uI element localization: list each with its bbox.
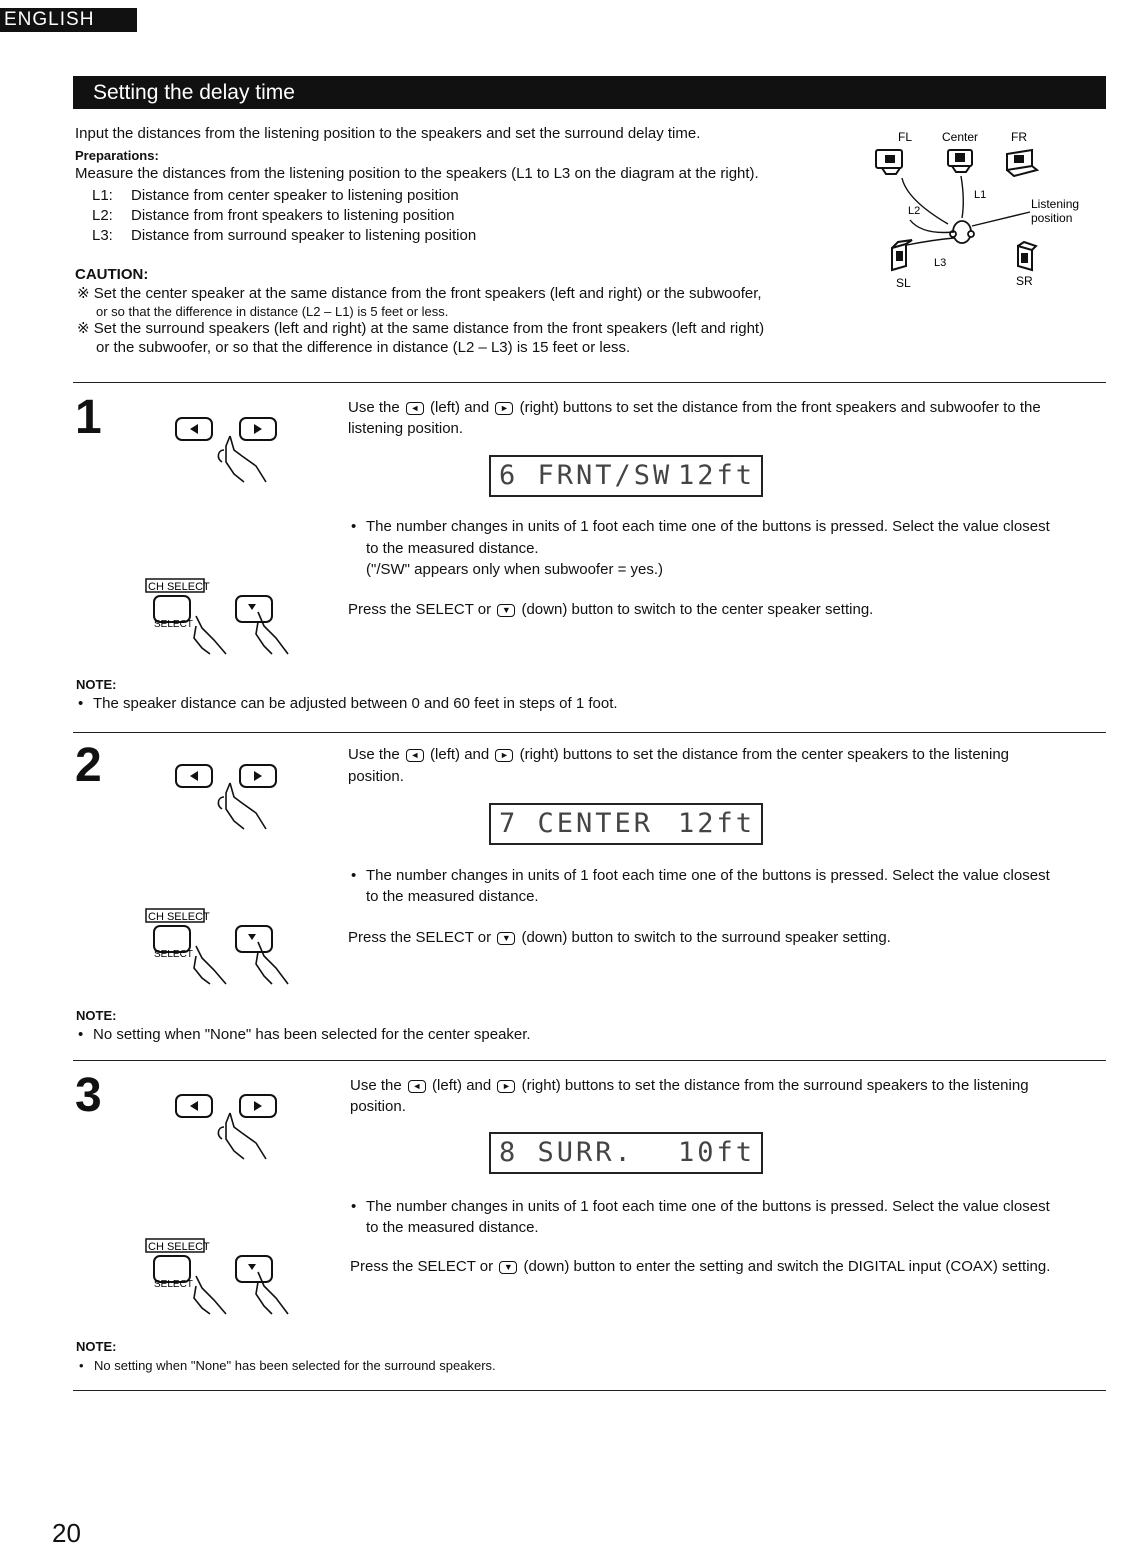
note-label: NOTE: xyxy=(76,677,117,692)
lcd-value: 12ft xyxy=(677,808,755,839)
language-tab: ENGLISH xyxy=(0,8,137,32)
pointing-hand-icon xyxy=(218,1113,266,1159)
step-instruction: Use the ◄ (left) and ► (right) buttons to set the distance from the front speakers and subwoofer to the xyxy=(348,399,1041,416)
down-key-icon: ▼ xyxy=(499,1261,517,1274)
fr-speaker-icon xyxy=(1007,150,1037,176)
item-text: Distance from center speaker to listening position xyxy=(131,187,459,204)
intro-line: Input the distances from the listening position to the speakers and set the surround delay time. xyxy=(75,125,701,142)
divider xyxy=(73,382,1106,383)
l1-label: L1 xyxy=(974,189,987,201)
item-text: Distance from surround speaker to listening position xyxy=(131,227,477,244)
down-button-icon xyxy=(236,596,272,622)
ch-select-label: CH SELECT xyxy=(148,1241,210,1253)
press-instruction: Press the SELECT or ▼ (down) button to switch to the surround speaker setting. xyxy=(348,929,891,946)
select-label: SELECT xyxy=(154,619,193,630)
divider xyxy=(73,1060,1106,1061)
caution-line: ※ Set the center speaker at the same distance from the front speakers (left and right) or the subwoofer, xyxy=(77,285,762,302)
caution-line: or so that the difference in distance (L2 – L1) is 5 feet or less. xyxy=(96,304,449,319)
lcd-display xyxy=(489,455,763,497)
press-instruction: Press the SELECT or ▼ (down) button to switch to the center speaker setting. xyxy=(348,601,874,618)
lcd-label: 6 FRNT/SW xyxy=(499,460,673,491)
step-number: 2 xyxy=(75,739,102,792)
caution-line: ※ Set the surround speakers (left and right) at the same distance from the front speakers (left and right) xyxy=(77,320,765,337)
sr-speaker-icon xyxy=(1018,242,1036,270)
divider xyxy=(73,1390,1106,1391)
divider xyxy=(73,732,1106,733)
note-label: NOTE: xyxy=(76,1339,117,1354)
left-key-icon: ◄ xyxy=(408,1080,426,1093)
item-key: L3: xyxy=(92,227,113,244)
fl-label: FL xyxy=(898,130,913,144)
item-key: L1: xyxy=(92,187,113,204)
position-label: position xyxy=(1031,211,1073,225)
bullet-text: • The number changes in units of 1 foot each time one of the buttons is pressed. Select the value closest xyxy=(366,1197,1050,1217)
ch-select-label: CH SELECT xyxy=(148,911,210,923)
right-key-icon: ► xyxy=(497,1080,515,1093)
l2-label: L2 xyxy=(908,205,921,217)
step-instruction-cont: listening position. xyxy=(348,420,464,437)
item-key: L2: xyxy=(92,207,113,224)
step-instruction-cont: position. xyxy=(348,768,404,785)
right-key-icon: ► xyxy=(495,749,513,762)
note-text: • No setting when "None" has been selected for the surround speakers. xyxy=(94,1357,496,1374)
left-right-buttons-illustration xyxy=(170,1087,285,1162)
sl-label: SL xyxy=(896,276,911,290)
lcd-value: 10ft xyxy=(677,1137,755,1168)
select-label: SELECT xyxy=(154,1279,193,1290)
fl-speaker-icon xyxy=(876,150,902,174)
measure-line: Measure the distances from the listening position to the speakers (L1 to L3 on the diagram at the right). xyxy=(75,165,759,182)
down-key-icon: ▼ xyxy=(497,604,515,617)
section-title: Setting the delay time xyxy=(73,76,1106,109)
left-key-icon: ◄ xyxy=(406,402,424,415)
pointing-hand-icon xyxy=(218,783,266,829)
lcd-value: 12ft xyxy=(677,460,755,491)
lcd-label: 8 SURR. xyxy=(499,1137,634,1168)
preparations-label: Preparations: xyxy=(75,148,159,163)
down-button-icon xyxy=(236,926,272,952)
page-number: 20 xyxy=(52,1518,81,1548)
sr-label: SR xyxy=(1016,274,1033,288)
center-speaker-icon xyxy=(948,150,972,172)
select-down-buttons-illustration xyxy=(140,906,320,988)
left-right-buttons-illustration xyxy=(170,757,285,832)
listening-label: Listening xyxy=(1031,197,1080,211)
select-down-buttons-illustration xyxy=(140,576,320,658)
note-text: • The speaker distance can be adjusted between 0 and 60 feet in steps of 1 foot. xyxy=(93,694,618,714)
caution-line: or the subwoofer, or so that the difference in distance (L2 – L3) is 15 feet or less. xyxy=(96,339,631,356)
select-label: SELECT xyxy=(154,949,193,960)
step-number: 3 xyxy=(75,1069,102,1122)
left-right-buttons-illustration xyxy=(170,410,285,485)
note-text: • No setting when "None" has been selected for the center speaker. xyxy=(93,1025,531,1045)
center-label: Center xyxy=(942,130,979,144)
step-number: 1 xyxy=(75,391,102,444)
fr-label: FR xyxy=(1011,130,1027,144)
select-down-buttons-illustration xyxy=(140,1236,320,1318)
caution-label: CAUTION: xyxy=(75,266,149,283)
l3-label: L3 xyxy=(934,257,947,269)
lcd-display xyxy=(489,1132,763,1174)
bullet-text-cont: to the measured distance. xyxy=(366,540,539,557)
right-key-icon: ► xyxy=(495,402,513,415)
speaker-layout-diagram xyxy=(862,120,1102,300)
bullet-text: • The number changes in units of 1 foot each time one of the buttons is pressed. Select the value closest xyxy=(366,866,1050,886)
down-button-icon xyxy=(236,1256,272,1282)
ch-select-label: CH SELECT xyxy=(148,581,210,593)
bullet-text: • The number changes in units of 1 foot each time one of the buttons is pressed. Select the value closest xyxy=(366,517,1050,537)
note-label: NOTE: xyxy=(76,1008,117,1023)
press-instruction: Press the SELECT or ▼ (down) button to enter the setting and switch the DIGITAL input (COAX) setting. xyxy=(350,1258,1051,1275)
bullet-text-cont: to the measured distance. xyxy=(366,1219,539,1236)
item-text: Distance from front speakers to listening position xyxy=(131,207,455,224)
lcd-label: 7 CENTER xyxy=(499,808,654,839)
step-instruction: Use the ◄ (left) and ► (right) buttons to set the distance from the center speakers to the listening xyxy=(348,746,1010,763)
step-instruction-cont: position. xyxy=(350,1098,406,1115)
sw-note: ("/SW" appears only when subwoofer = yes.) xyxy=(366,561,664,578)
down-key-icon: ▼ xyxy=(497,932,515,945)
pointing-hand-icon xyxy=(218,436,266,482)
left-key-icon: ◄ xyxy=(406,749,424,762)
bullet-text-cont: to the measured distance. xyxy=(366,888,539,905)
lcd-display xyxy=(489,803,763,845)
step-instruction: Use the ◄ (left) and ► (right) buttons to set the distance from the surround speakers to the listening xyxy=(350,1077,1029,1094)
